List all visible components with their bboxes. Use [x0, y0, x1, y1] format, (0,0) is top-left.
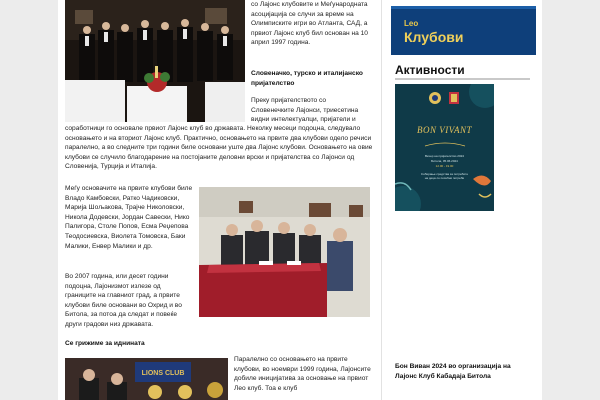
column-divider	[381, 0, 382, 400]
article-text-leo	[234, 355, 372, 393]
poster-date-line: Битола, 05.06.2024	[431, 159, 458, 163]
paragraph: со Лајонс клубовите и Меѓународната асоцијација се случи за време на Олимписките игри во Атланта, САД, а првиот Лајонс клуб бил основан на 10 април 1997 година.	[251, 1, 368, 47]
poster-cause-line-2: на деца со посебни потреби	[424, 176, 465, 180]
subheading-text: Се грижиме за иднината	[65, 340, 145, 347]
subheading-text: Словеначко, турско и италијанско пријателство	[251, 70, 363, 87]
news-link-bon-vivant[interactable]: Бон Виван 2024 во организација на Лајонс Клуб Кабадаја Битола	[395, 363, 511, 380]
bon-vivant-poster[interactable]	[395, 84, 494, 211]
paragraph: соработници го основале првиот Лајонс клуб во државата. Неколку месеци подоцна, следувало основањето и на вториот Лајонс клуб. Практично, основањето на првите два клубови одело речиси паралелно, а во следните три години биле основани уште два Лајонс клубови. Основањето на овие клубови се случило благодарение на постојаните деловни врски и пријателства со Лајонси од Словенија, Турција и Италија.	[65, 125, 373, 171]
banner-text: LIONS CLUB	[141, 370, 185, 377]
subheading-friendship	[251, 69, 371, 88]
photo-meeting-table	[199, 187, 370, 317]
subheading-future	[65, 339, 193, 349]
article	[65, 0, 375, 400]
article-text-founding-a	[251, 96, 371, 125]
page	[58, 0, 542, 400]
poster-time-line: 12.00 - 19.00	[435, 164, 454, 168]
photo-lions-gathering	[65, 0, 245, 122]
activities-heading: Активности	[395, 63, 465, 77]
article-text-founding-b	[65, 124, 373, 172]
poster-title: BON VIVANT	[416, 125, 473, 135]
heading-underline	[395, 78, 530, 80]
sidebar	[391, 0, 536, 400]
paragraph: Меѓу основачите на првите клубови биле Владо Камбовски, Ратко Чадиковски, Марија Шољакова, Трајче Николовски, Никола Додевски, Јордан Савески, Нико Палигора, Столе Попов, Есма Реџепова Теодосиевска, Виолета Томовска, Баки Малики, Енвер Малики и др.	[65, 185, 193, 250]
leo-label: Leo	[404, 19, 419, 28]
article-text-expansion	[65, 272, 193, 330]
poster-event-line: Вечер на пријателство 2024	[425, 154, 464, 158]
leo-clubs-title: Клубови	[404, 29, 464, 45]
leo-clubs-banner[interactable]	[391, 6, 536, 55]
paragraph: Паралелно со основањето на првите клубови, во ноември 1999 година, Лајонсите добиле иницијатива за основање на првиот Лео клуб. Тоа е клуб	[234, 356, 371, 392]
paragraph: Во 2007 година, или десет години подоцна, Лајонизмот излезе од границите на главниот град, а првите клубови биле основани во Охрид и во Битола, за потоа да следат и повеќе други градови низ државата.	[65, 273, 182, 328]
photo-lions-club-event	[65, 358, 228, 400]
paragraph: Преку пријателството со Словенечките Лајонси, триесетина видни интелектуалци, пријатели и	[251, 97, 359, 124]
poster-cause-line: Собирање средства за потребите	[420, 172, 469, 176]
article-text-founders	[65, 184, 193, 251]
article-text-intro	[251, 0, 371, 48]
